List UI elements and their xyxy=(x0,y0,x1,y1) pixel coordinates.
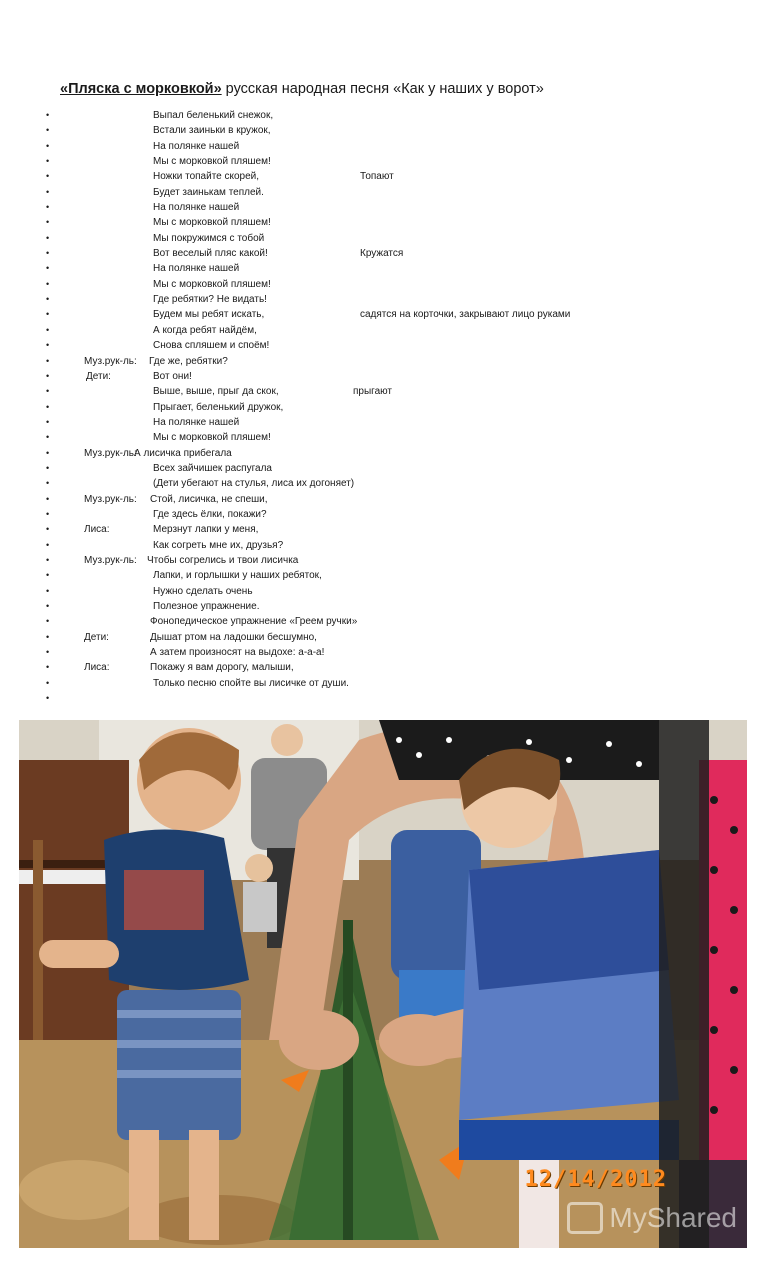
bullet: • xyxy=(46,309,50,320)
lyric-text: Мерзнут лапки у меня, xyxy=(153,524,259,536)
lyric-text: Снова спляшем и споём! xyxy=(153,340,270,352)
lyric-text: Фонопедическое упражнение «Греем ручки» xyxy=(150,616,358,628)
lyric-text: Всех зайчишек распугала xyxy=(153,462,272,474)
lyric-text: А затем произносят на выдохе: а-а-а! xyxy=(150,647,325,659)
bullet: • xyxy=(46,693,50,704)
lyric-text: А лисичка прибегала xyxy=(134,447,232,459)
bullet: • xyxy=(46,202,50,213)
bullet: • xyxy=(46,416,50,427)
bullet: • xyxy=(46,110,50,120)
lyric-text: Покажу я вам дорогу, малыши, xyxy=(150,662,294,674)
bullet: • xyxy=(46,677,50,688)
lyric-text: Нужно сделать очень xyxy=(153,585,253,597)
lyric-text: На полянке нашей xyxy=(153,416,240,428)
bullet: • xyxy=(46,585,50,596)
date-stamp: 12/14/2012 xyxy=(524,1167,667,1192)
bullet: • xyxy=(46,340,50,351)
bullet: • xyxy=(46,478,50,489)
lyric-text: Полезное упражнение. xyxy=(153,601,260,612)
bullet: • xyxy=(46,647,50,658)
watermark xyxy=(567,1202,737,1234)
speaker-label: Дети: xyxy=(84,631,109,643)
lyric-text: (Дети убегают на стулья, лиса их догоняет) xyxy=(153,478,355,490)
page-title xyxy=(60,81,544,97)
bullet: • xyxy=(46,508,50,519)
speaker-label: Муз.рук-ль: xyxy=(84,447,137,459)
lyric-text: Выше, выше, прыг да скок, xyxy=(153,386,279,398)
lyric-text: Мы с морковкой пляшем! xyxy=(153,156,271,168)
bullet: • xyxy=(46,186,50,197)
lyric-text: Мы с морковкой пляшем! xyxy=(153,217,271,229)
lyric-text: Где здесь ёлки, покажи? xyxy=(153,508,267,520)
bullet: • xyxy=(46,294,50,305)
bullet: • xyxy=(46,370,50,381)
speaker-label: Муз.рук-ль: xyxy=(84,554,137,566)
watermark-text: MyShared xyxy=(609,1202,737,1233)
stage-direction: прыгают xyxy=(353,386,393,398)
bullet: • xyxy=(46,447,50,458)
bullet: • xyxy=(46,140,50,151)
stage-direction: садятся на корточки, закрывают лицо руками xyxy=(360,309,571,321)
bullet: • xyxy=(46,601,50,611)
speaker-label: Лиса: xyxy=(84,662,110,674)
bullet: • xyxy=(46,539,50,550)
lyric-text: Встали заиньки в кружок, xyxy=(153,125,271,137)
lyric-text: Мы с морковкой пляшем! xyxy=(153,278,271,290)
bullet: • xyxy=(46,386,50,397)
bullet: • xyxy=(46,401,50,412)
lyric-text: Будет заинькам теплей. xyxy=(153,186,264,198)
bullet: • xyxy=(46,171,50,182)
bullet: • xyxy=(46,662,50,673)
speaker-label: Муз.рук-ль: xyxy=(84,355,137,367)
presentation-icon xyxy=(567,1202,603,1234)
lyric-text: Дышат ртом на ладошки бесшумно, xyxy=(150,631,317,643)
bullet: • xyxy=(46,524,50,535)
bullet: • xyxy=(46,324,50,335)
bullet: • xyxy=(46,217,50,228)
bullet: • xyxy=(46,554,50,565)
bullet: • xyxy=(46,462,50,473)
lyric-text: Ножки топайте скорей, xyxy=(153,171,260,183)
bullet: • xyxy=(46,355,50,366)
bullet: • xyxy=(46,263,50,274)
lyric-text: Мы покружимся с тобой xyxy=(153,232,265,244)
speaker-label: Лиса: xyxy=(84,524,110,536)
photo xyxy=(19,720,747,1248)
bullet: • xyxy=(46,432,50,443)
lyric-text: На полянке нашей xyxy=(153,140,240,152)
lyric-text: Стой, лисичка, не спеши, xyxy=(150,493,268,505)
bullet: • xyxy=(46,232,50,243)
bullet: • xyxy=(46,631,50,642)
lyric-text: Вот веселый пляс какой! xyxy=(153,248,268,260)
lyric-text: На полянке нашей xyxy=(153,202,240,214)
lyric-text: Будем мы ребят искать, xyxy=(153,309,265,321)
bullet: • xyxy=(46,278,50,289)
lyric-text: Выпал беленький снежок, xyxy=(153,110,274,121)
title-subtitle: русская народная песня «Как у наших у ворот» xyxy=(221,81,544,97)
lyric-text: Лапки, и горлышки у наших ребяток, xyxy=(153,570,322,582)
speaker-label: Дети: xyxy=(86,370,111,382)
stage-direction: Топают xyxy=(360,171,394,183)
title-song-name: «Пляска с морковкой» xyxy=(60,81,222,97)
stage-direction: Кружатся xyxy=(360,248,404,260)
lyric-text: Где ребятки? Не видать! xyxy=(153,294,267,306)
lyric-text: Чтобы согрелись и твои лисичка xyxy=(147,554,299,566)
bullet: • xyxy=(46,248,50,259)
lyric-text: А когда ребят найдём, xyxy=(153,324,257,336)
bullet: • xyxy=(46,616,50,627)
lyric-text: Прыгает, беленький дружок, xyxy=(153,401,284,413)
lyric-text: Вот они! xyxy=(153,370,192,382)
lyric-text: Как согреть мне их, друзья? xyxy=(153,539,284,551)
bullet: • xyxy=(46,125,50,136)
lyric-text: Только песню спойте вы лисичке от души. xyxy=(153,677,349,689)
lyric-text: Где же, ребятки? xyxy=(149,355,228,367)
bullet: • xyxy=(46,156,50,167)
lyric-text: На полянке нашей xyxy=(153,263,240,275)
bullet: • xyxy=(46,493,50,504)
speaker-label: Муз.рук-ль: xyxy=(84,493,137,505)
bullet: • xyxy=(46,570,50,581)
lyric-text: Мы с морковкой пляшем! xyxy=(153,432,271,444)
